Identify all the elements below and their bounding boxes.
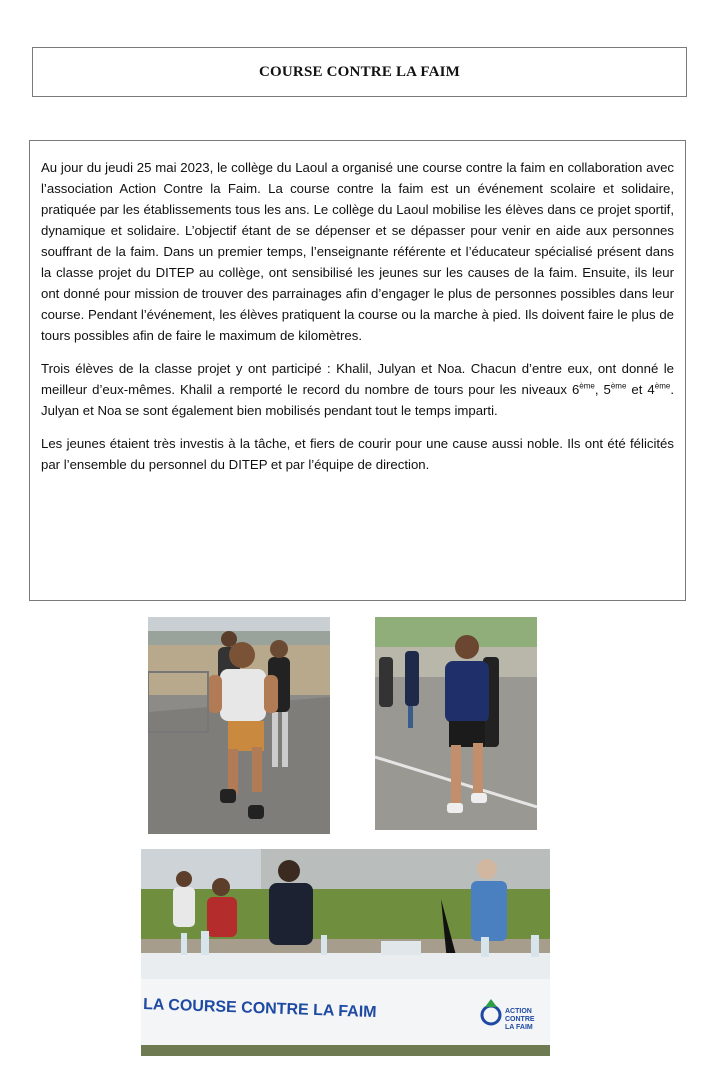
photo-runners-2: [375, 617, 537, 830]
logo-text-3: LA FAIM: [505, 1024, 533, 1031]
photo-stand-banner: [141, 849, 550, 1056]
logo-text-1: ACTION: [505, 1008, 532, 1015]
photo-runners-1: [148, 617, 330, 834]
article-box: [29, 140, 686, 601]
banner-text: LA COURSE CONTRE LA FAIM: [142, 996, 377, 1022]
paragraph-2: Trois élèves de la classe projet y ont participé : Khalil, Julyan et Noa. Chacun d’entre eux, ont donné le meilleur d’eux-mêmes. Khalil a remporté le record du nombre de tours pour les niveaux 6ème, 5ème et 4ème. Julyan et Noa se sont également bien mobilisés pendant tout le temps imparti.: [41, 361, 674, 418]
title-box: [32, 47, 687, 97]
paragraph-1: Au jour du jeudi 25 mai 2023, le collège du Laoul a organisé une course contre la faim en collaboration avec l’association Action Contre la Faim. La course contre la faim est un événement scolaire et solidaire, pratiquée par les établissements tous les ans. Le collège du Laoul mobilise les élèves dans ce projet sportif, dynamique et solidaire. L’objectif étant de se dépenser et se dépasser pour venir en aide aux personnes souffrant de la faim. Dans un premier temps, l’enseignante référente et l’éducateur spécialisé présent dans la classe projet du DITEP au collège, ont sensibilisé les jeunes sur les causes de la faim. Ensuite, ils leur ont donné pour mission de trouver des parrainages afin d’engager le plus de personnes possibles dans leur course. Pendant l’événement, les élèves pratiquent la course ou la marche à pied. Ils doivent faire le plus de tours possibles afin de faire le maximum de kilomètres.: [41, 160, 674, 343]
paragraph-3: Les jeunes étaient très investis à la tâche, et fiers de courir pour une cause aussi noble. Ils ont été félicités par l’ensemble du personnel du DITEP et par l’équipe de direction.: [41, 436, 674, 472]
page-title: COURSE CONTRE LA FAIM: [258, 63, 461, 80]
logo-text-2: CONTRE: [505, 1016, 535, 1023]
